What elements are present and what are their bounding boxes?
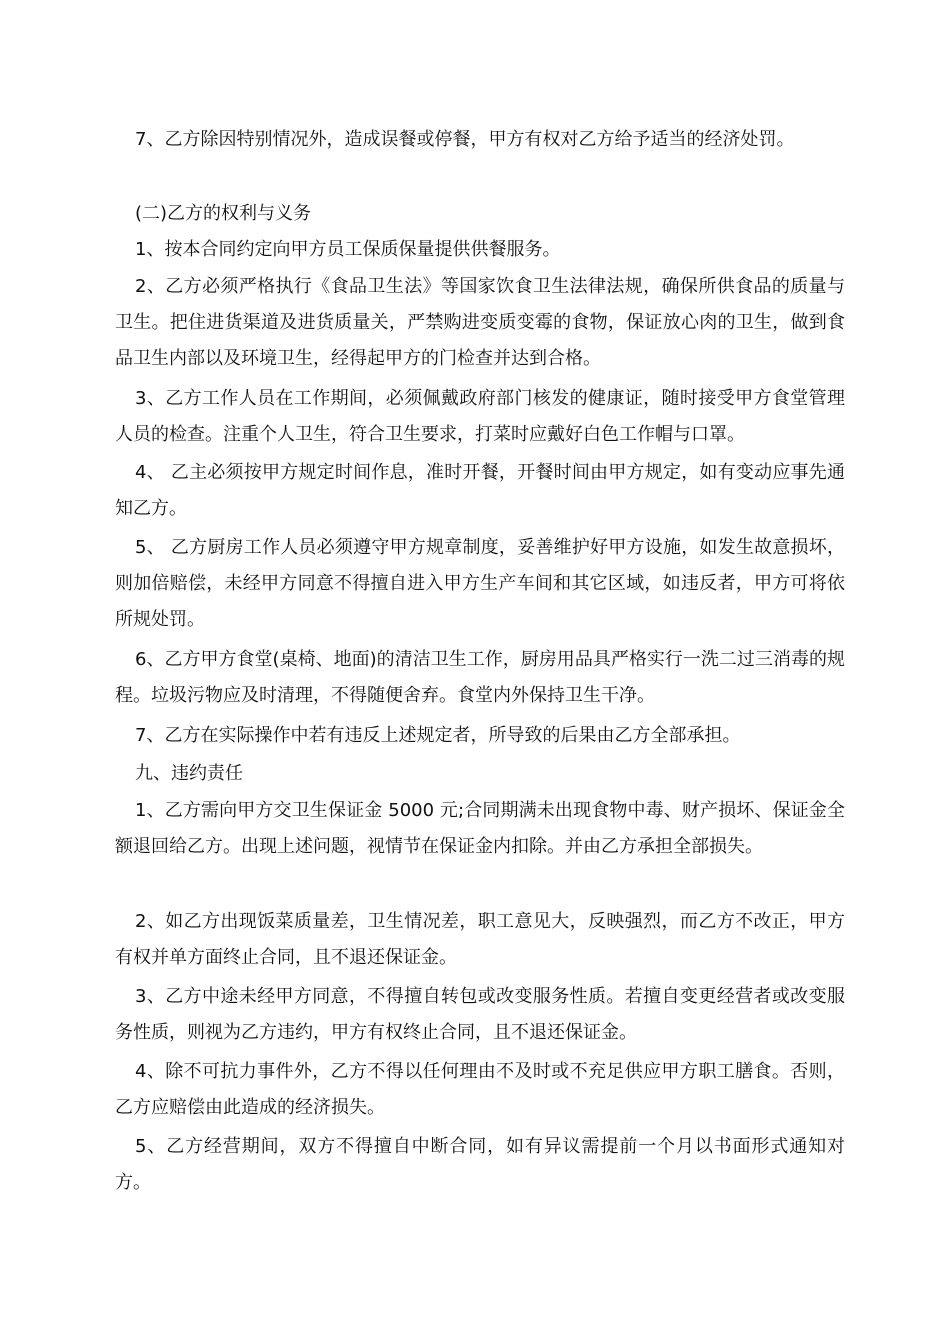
paragraph-b-item-4: 4、 乙主必须按甲方规定时间作息，准时开餐，开餐时间由甲方规定，如有变动应事先通知乙方。 [115, 462, 845, 519]
paragraph-9-item-1: 1、乙方需向甲方交卫生保证金 5000 元;合同期满未出现食物中毒、财产损坏、保证金全额退回给乙方。出现上述问题，视情节在保证金内扣除。并由乙方承担全部损失。 [115, 800, 845, 857]
section-b-heading: (二)乙方的权利与义务 [135, 203, 312, 224]
paragraph-a-item-7: 7、乙方除因特别情况外，造成误餐或停餐，甲方有权对乙方给予适当的经济处罚。 [135, 129, 795, 150]
paragraph-b-item-3: 3、乙方工作人员在工作期间，必须佩戴政府部门核发的健康证，随时接受甲方食堂管理人员的检查。注重个人卫生，符合卫生要求，打菜时应戴好白色工作帽与口罩。 [115, 388, 845, 445]
paragraph-9-item-3: 3、乙方中途未经甲方同意，不得擅自转包或改变服务性质。若擅自变更经营者或改变服务性质，则视为乙方违约，甲方有权终止合同，且不退还保证金。 [115, 986, 845, 1043]
paragraph-b-item-6: 6、乙方甲方食堂(桌椅、地面)的清洁卫生工作，厨房用品具严格实行一洗二过三消毒的规程。垃圾污物应及时清理，不得随便舍弃。食堂内外保持卫生干净。 [115, 649, 845, 706]
paragraph-b-item-2: 2、乙方必须严格执行《食品卫生法》等国家饮食卫生法律法规，确保所供食品的质量与卫生。把住进货渠道及进货质量关，严禁购进变质变霉的食物，保证放心肉的卫生，做到食品卫生内部以及环境卫生，经得起甲方的门检查并达到合格。 [115, 276, 845, 369]
paragraph-9-item-2: 2、如乙方出现饭菜质量差，卫生情况差，职工意见大，反映强烈，而乙方不改正，甲方有权并单方面终止合同，且不退还保证金。 [115, 911, 845, 968]
section-9-heading: 九、违约责任 [135, 763, 243, 784]
paragraph-b-item-7: 7、乙方在实际操作中若有违反上述规定者，所导致的后果由乙方全部承担。 [135, 725, 741, 746]
paragraph-9-item-4: 4、除不可抗力事件外，乙方不得以任何理由不及时或不充足供应甲方职工膳食。否则，乙方应赔偿由此造成的经济损失。 [115, 1061, 845, 1118]
paragraph-9-item-5: 5、乙方经营期间，双方不得擅自中断合同，如有异议需提前一个月以书面形式通知对方。 [115, 1136, 845, 1193]
paragraph-b-item-5: 5、 乙方厨房工作人员必须遵守甲方规章制度，妥善维护好甲方设施，如发生故意损坏，则加倍赔偿，未经甲方同意不得擅自进入甲方生产车间和其它区域，如违反者，甲方可将依所规处罚。 [115, 537, 845, 630]
paragraph-b-item-1: 1、按本合同约定向甲方员工保质保量提供供餐服务。 [135, 239, 561, 260]
